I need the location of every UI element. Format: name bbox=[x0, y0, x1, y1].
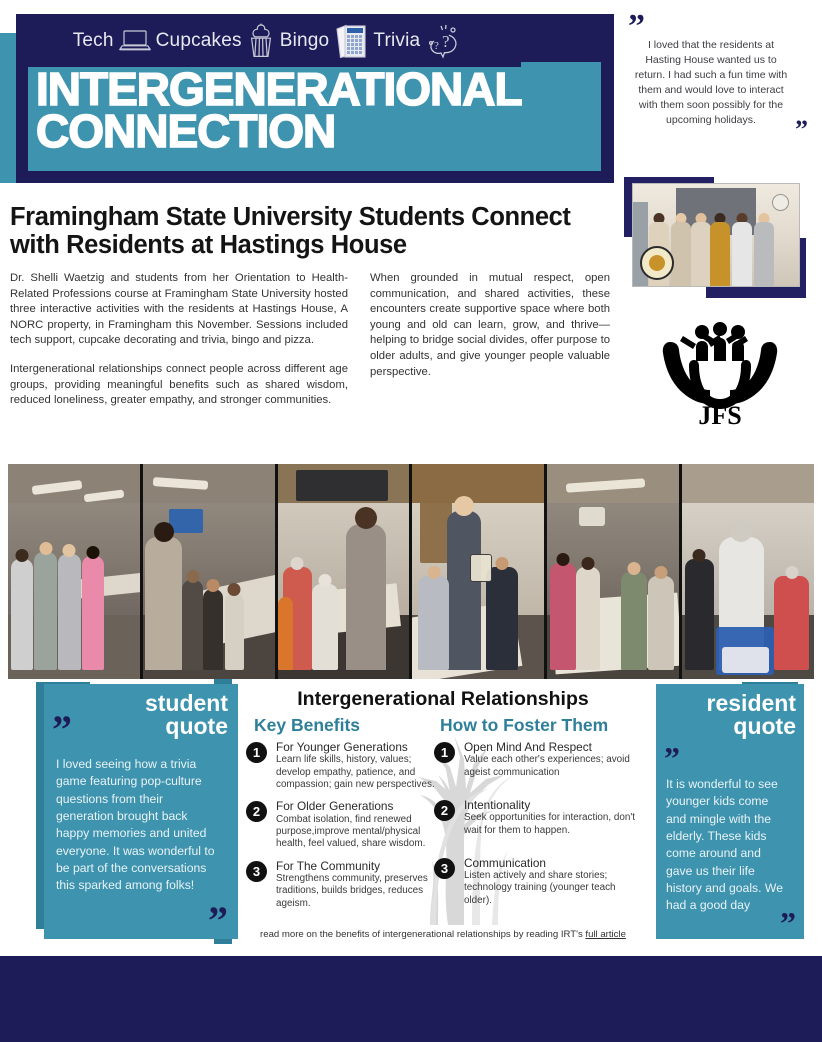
student-quote-block bbox=[44, 684, 238, 943]
page-title-line-2: CONNECTION bbox=[36, 105, 336, 158]
photo-strip bbox=[8, 464, 814, 679]
photo-strip-item bbox=[278, 464, 410, 679]
quote-open-mark-icon: ” bbox=[628, 8, 645, 45]
list-item-heading: For Younger Generations bbox=[276, 740, 408, 754]
list-item bbox=[246, 860, 436, 910]
key-benefits-list bbox=[246, 741, 436, 919]
list-item-heading: Communication bbox=[464, 855, 546, 870]
list-item-detail: Learn life skills, history, values; develop empathy, patience, and compassion; gain new perspectives. bbox=[276, 754, 435, 790]
list-item bbox=[434, 741, 644, 779]
list-item bbox=[246, 741, 436, 791]
student-quote-open-mark-icon: ” bbox=[52, 707, 72, 752]
svg-text:?: ? bbox=[434, 39, 440, 52]
list-item-heading: For The Community bbox=[276, 858, 381, 873]
read-more-caption bbox=[232, 929, 654, 940]
page-title bbox=[28, 62, 601, 171]
list-item-number: 1 bbox=[246, 742, 267, 763]
read-more-text: read more on the benefits of intergenerational relationships by reading IRT's bbox=[260, 929, 586, 940]
resident-quote-title bbox=[664, 692, 796, 739]
article-column-left bbox=[10, 271, 348, 409]
list-item bbox=[434, 857, 644, 907]
article-headline: Framingham State University Students Connect with Residents at Hastings House bbox=[10, 203, 571, 260]
list-item-detail: Combat isolation, find renewed purpose,improve mental/physical health, feel valued, share wisdom. bbox=[276, 813, 426, 850]
photo-strip-item bbox=[412, 464, 544, 679]
photo-strip-item bbox=[682, 464, 814, 679]
infographic-left-heading: Key Benefits bbox=[254, 715, 361, 735]
bingo-card-icon bbox=[333, 22, 369, 60]
student-quote-title-line-1: student bbox=[144, 690, 228, 716]
list-item bbox=[434, 799, 644, 837]
list-item-heading: Open Mind And Respect bbox=[464, 740, 592, 754]
resident-quote-open-mark-icon: ” bbox=[664, 740, 680, 776]
infographic-title: Intergenerational Relationships bbox=[297, 688, 589, 710]
list-item-number: 2 bbox=[434, 800, 455, 821]
footer-bar bbox=[0, 956, 822, 1042]
activity-label-tech: Tech bbox=[72, 29, 114, 51]
list-item-number: 2 bbox=[246, 801, 267, 822]
resident-quote-title-line-1: resident bbox=[706, 690, 796, 716]
top-quote-block bbox=[628, 8, 814, 153]
student-quote-title-line-2: quote bbox=[165, 713, 228, 740]
full-article-link[interactable]: full article bbox=[585, 929, 626, 940]
photo-strip-item bbox=[547, 464, 679, 679]
activity-list bbox=[16, 14, 521, 67]
svg-text:?: ? bbox=[442, 31, 450, 51]
student-quote-close-mark-icon: ” bbox=[208, 898, 228, 943]
lower-section bbox=[0, 679, 822, 956]
photo-strip-item bbox=[143, 464, 275, 679]
resident-quote-title-line-2: quote bbox=[733, 713, 796, 740]
laptop-icon bbox=[118, 28, 152, 54]
infographic-right-heading: How to Foster Them bbox=[440, 715, 609, 735]
list-item-detail: Listen actively and share stories; technology training (younger teach older). bbox=[464, 870, 616, 906]
article bbox=[10, 203, 610, 409]
question-marks-icon bbox=[424, 21, 464, 61]
article-paragraph-3: When grounded in mutual respect, open communication, and shared activities, these encounters create supportive space where both young and old can learn, grow, and thrive—helping to bridge social divides, offer purpose to older adults, and give younger people valuable perspective. bbox=[370, 272, 610, 378]
article-paragraph-1: Dr. Shelli Waetzig and students from her Orientation to Health-Related Professions course at Framingham State University hosted three interactive activities with the residents at Hastings House, A NORC property, in Framingham this November. Sessions included tech support, cupcake decorating and trivia, bingo and pizza. bbox=[10, 272, 348, 347]
masthead bbox=[0, 0, 620, 200]
top-quote-text: I loved that the residents at Hasting House wanted us to return. I had such a fun time with them and would love to interact with them soon possibly for the upcoming holidays. bbox=[634, 39, 788, 126]
list-item-heading: For Older Generations bbox=[276, 799, 394, 814]
activity-label-trivia: Trivia bbox=[373, 29, 421, 51]
list-item-number: 3 bbox=[246, 861, 267, 882]
university-seal-icon bbox=[640, 246, 674, 280]
list-item-detail: Strengthens community, preserves traditions, builds bridges, reduces ageism. bbox=[276, 872, 428, 909]
list-item-detail: Value each other's experiences; avoid ageist communication bbox=[464, 754, 630, 778]
list-item-detail: Seek opportunities for interaction, don't wait for them to happen. bbox=[464, 812, 635, 836]
activity-label-bingo: Bingo bbox=[279, 29, 330, 51]
resident-quote-block bbox=[656, 684, 804, 939]
article-column-right bbox=[370, 271, 610, 409]
how-to-foster-list bbox=[434, 741, 644, 916]
student-quote-text: I loved seeing how a trivia game featuring pop-culture questions from their generation brought back happy memories and united everyone. It was wonderful to be part of the conversations this sparked among folks! bbox=[56, 757, 215, 893]
activity-label-cupcakes: Cupcakes bbox=[155, 29, 242, 51]
quote-close-mark-icon: ” bbox=[795, 115, 808, 144]
article-paragraph-2: Intergenerational relationships connect people across different age groups, providing meaningful benefits such as shared wisdom, reduced loneliness, greater empathy, and stronger communities. bbox=[10, 362, 348, 407]
resident-quote-text: It is wonderful to see younger kids come and mingle with the elderly. These kids come around and gave us their life history and goals. We had a good day bbox=[666, 777, 783, 913]
student-quote-title bbox=[54, 692, 228, 739]
group-photo-image bbox=[632, 183, 800, 287]
list-item-number: 3 bbox=[434, 858, 455, 879]
page-title-line-1: INTERGENERATIONAL bbox=[36, 63, 522, 115]
list-item-number: 1 bbox=[434, 742, 455, 763]
article-columns bbox=[10, 271, 610, 409]
photo-strip-item bbox=[8, 464, 140, 679]
infographic-content bbox=[232, 679, 654, 956]
jfs-logo bbox=[650, 308, 790, 428]
cupcake-icon bbox=[246, 23, 276, 59]
jfs-logo-text: JFS bbox=[698, 401, 742, 428]
list-item bbox=[246, 800, 436, 850]
resident-quote-close-mark-icon: ” bbox=[780, 905, 796, 941]
list-item-heading: Intentionality bbox=[464, 797, 531, 812]
group-photo-card bbox=[624, 177, 800, 292]
